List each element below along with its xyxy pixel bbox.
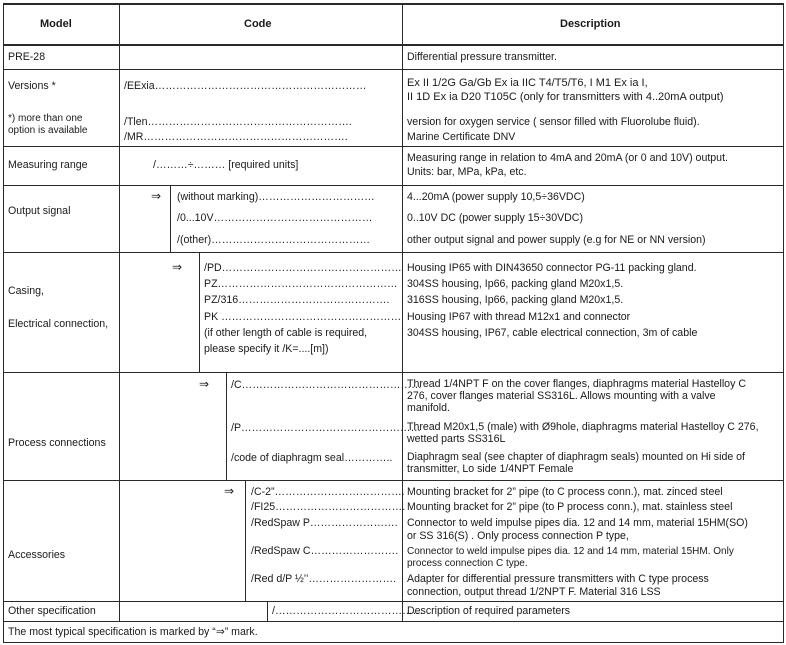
output-desc-3: other output signal and power supply (e.g for NE or NN version) — [407, 234, 706, 246]
model-desc: Differential pressure transmitter. — [407, 51, 557, 63]
rule-range — [3, 185, 784, 186]
versions-label: Versions * — [8, 80, 56, 92]
accessories-desc-5: Connector to weld impulse pipes dia. 12 and 14 mm, material 15HM. Only — [407, 546, 734, 557]
header-model: Model — [40, 18, 72, 30]
accessories-desc-7: Adapter for differential pressure transmitters with C type process — [407, 573, 709, 585]
output-code-default: (without marking)…………………………… — [177, 191, 375, 203]
rule-accessories-sub — [245, 480, 246, 601]
process-desc-5: wetted parts SS316L — [407, 433, 506, 445]
process-code-seal: /code of diaphragm seal………….. — [231, 452, 393, 464]
output-code-010v: /0...10V……………………………………… — [177, 212, 373, 224]
header-code: Code — [244, 18, 272, 30]
casing-code-note-2: please specify it /K=....[m]) — [204, 343, 329, 355]
process-desc-4: Thread M20x1,5 (male) with Ø9hole, diaphragms material Hastelloy C 276, — [407, 421, 759, 433]
casing-desc-5: 304SS housing, IP67, cable electrical connection, 3m of cable — [407, 327, 698, 339]
accessories-code-redspaw-c: /RedSpaw C……………………. — [251, 545, 399, 557]
rule-bottom — [3, 642, 784, 643]
versions-desc-3: version for oxygen service ( sensor filled with Fluorolube fluid). — [407, 116, 700, 128]
other-label: Other specification — [8, 605, 96, 617]
output-desc-2: 0..10V DC (power supply 15÷30VDC) — [407, 212, 583, 224]
rule-process — [3, 480, 784, 481]
output-label: Output signal — [8, 205, 71, 217]
versions-note-1: *) more than one — [8, 113, 83, 124]
rule-header — [3, 44, 784, 46]
process-desc-7: transmitter, Lo side 1/4NPT Female — [407, 463, 574, 475]
casing-code-pz316: PZ/316……………………………………. — [204, 294, 390, 306]
rule-versions — [3, 146, 784, 147]
rule-accessories — [3, 601, 784, 602]
accessories-desc-8: connection, output thread 1/2NPT F. Material 316 LSS — [407, 586, 661, 598]
versions-note-2: option is available — [8, 125, 88, 136]
process-code-c: /C…………………………………………… — [231, 379, 422, 391]
casing-desc-2: 304SS housing, Ip66, packing gland M20x1,5. — [407, 278, 624, 290]
range-code: /………÷……… [required units] — [153, 159, 299, 171]
model-label: PRE-28 — [8, 51, 46, 63]
versions-desc-1: Ex II 1/2G Ga/Gb Ex ia IIC T4/T5/T6, I M1 Ex ia I, — [407, 77, 648, 89]
versions-desc-4: Marine Certificate DNV — [407, 131, 516, 143]
typical-arrow-icon: ⇒ — [151, 189, 162, 203]
range-desc-2: Units: bar, MPa, kPa, etc. — [407, 166, 527, 178]
accessories-desc-1: Mounting bracket for 2” pipe (to C process conn.), mat. zinced steel — [407, 486, 723, 498]
process-label: Process connections — [8, 437, 106, 449]
process-desc-6: Diaphragm seal (see chapter of diaphragm seals) mounted on Hi side of — [407, 451, 746, 463]
rule-casing — [3, 372, 784, 373]
accessories-code-fi25: /FI25………………………………. — [251, 501, 406, 513]
casing-label-1: Casing, — [8, 285, 44, 297]
versions-code-eexia: /EExia…………………………………………………… — [124, 80, 367, 92]
accessories-desc-6: process connection C type. — [407, 558, 528, 569]
rule-casing-sub — [199, 252, 200, 372]
other-desc: Description of required parameters — [407, 605, 571, 617]
footer-note: The most typical specification is marked by “⇒” mark. — [8, 626, 258, 638]
rule-model — [3, 69, 784, 70]
rule-process-sub — [226, 372, 227, 480]
range-label: Measuring range — [8, 159, 88, 171]
versions-desc-2: II 1D Ex ia D20 T105C (only for transmitters with 4..20mA output) — [407, 91, 724, 103]
casing-label-2: Electrical connection, — [8, 318, 109, 330]
versions-code-mr: /MR…………………………………………………. — [124, 131, 348, 143]
typical-arrow-icon: ⇒ — [199, 377, 210, 391]
rule-output — [3, 252, 784, 253]
rule-other-sub — [267, 601, 268, 621]
accessories-desc-3: Connector to weld impulse pipes dia. 12 and 14 mm, material 15HM(SO) — [407, 517, 748, 529]
casing-code-note-1: (if other length of cable is required, — [204, 327, 368, 339]
process-desc-1: Thread 1/4NPT F on the cover flanges, diaphragms material Hastelloy C — [407, 378, 746, 390]
rule-right — [783, 3, 784, 643]
accessories-code-red-dp: /Red d/P ½’’……………………. — [251, 573, 397, 585]
rule-col2 — [402, 3, 403, 621]
process-desc-2: 276, cover flanges material SS316L. Allows mounting with a valve — [407, 390, 716, 402]
accessories-desc-2: Mounting bracket for 2” pipe (to P process conn.), mat. stainless steel — [407, 501, 733, 513]
accessories-desc-4: or SS 316(S) . Only process connection P type, — [407, 530, 629, 542]
casing-desc-4: Housing IP67 with thread M12x1 and connector — [407, 311, 631, 323]
other-code: /…………………………………… — [272, 605, 424, 617]
rule-output-sub — [170, 185, 171, 252]
casing-code-pz: PZ…………………………………………… — [204, 278, 398, 290]
process-code-p: /P…………………………………………… — [231, 422, 422, 434]
range-desc-1: Measuring range in relation to 4mA and 20mA (or 0 and 10V) output. — [407, 152, 728, 164]
output-desc-1: 4...20mA (power supply 10,5÷36VDC) — [407, 191, 585, 203]
output-code-other: /(other)……………………………………… — [177, 234, 371, 246]
header-description: Description — [560, 18, 621, 30]
casing-code-pk: PK …………………………………………… — [204, 311, 402, 323]
casing-desc-3: 316SS housing, Ip66, packing gland M20x1,5. — [407, 294, 624, 306]
casing-desc-1: Housing IP65 with DIN43650 connector PG-11 packing gland. — [407, 262, 697, 274]
rule-top — [3, 3, 784, 5]
accessories-code-redspaw-p: /RedSpaw P……………………. — [251, 517, 398, 529]
process-desc-3: manifold. — [407, 402, 450, 414]
rule-left — [3, 3, 4, 643]
accessories-code-c2: /C-2”………………………………. — [251, 486, 405, 498]
rule-col1 — [119, 3, 120, 621]
casing-code-pd: /PD…………………………………………… — [204, 262, 402, 274]
versions-code-tlen: /Tlen…………………………………………………. — [124, 116, 352, 128]
rule-other — [3, 621, 784, 622]
accessories-label: Accessories — [8, 549, 66, 561]
typical-arrow-icon: ⇒ — [224, 484, 235, 498]
typical-arrow-icon: ⇒ — [172, 260, 183, 274]
